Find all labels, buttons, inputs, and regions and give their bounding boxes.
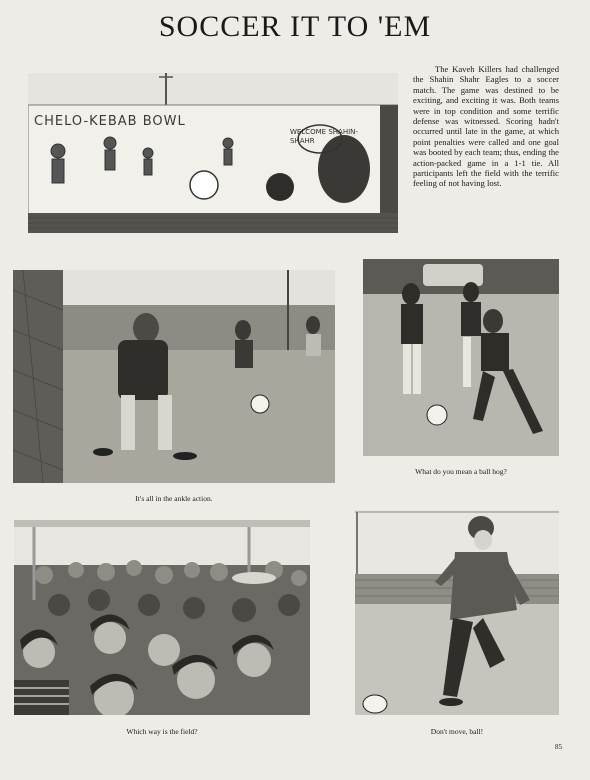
goalie-photo	[13, 270, 335, 483]
kicker-photo	[355, 510, 559, 715]
crowd-caption: Which way is the field?	[126, 727, 198, 736]
kicker-caption: Don't move, ball!	[430, 727, 484, 736]
goalie-caption: It's all in the ankle action.	[135, 494, 213, 503]
page-number: 85	[555, 743, 562, 751]
story-text: The Kaveh Killers had challenged the Shahin Shahr Eagles to a soccer match. The game was destined to be exciting, and exciting it was. Both teams were in top condition and some terrific defense was witnessed. Scoring hadn't occurred until late in the game, at which point penalties were called and one goal was booted by each team; thus, ending the action-packed game in a 1-1 tie. All participants left the field with the terrific feeling of not having lost.	[413, 64, 559, 189]
page-title: SOCCER IT TO 'EM	[158, 10, 432, 43]
ball-hog-caption: What do you mean a ball hog?	[415, 467, 507, 476]
banner-welcome-text: WELCOME SHAHIN-SHAHR	[290, 128, 358, 145]
banner-sign-text: CHELO-KEBAB BOWL	[34, 114, 186, 129]
ball-hog-photo	[363, 259, 559, 456]
banner-photo	[28, 73, 398, 233]
crowd-photo	[14, 520, 310, 715]
